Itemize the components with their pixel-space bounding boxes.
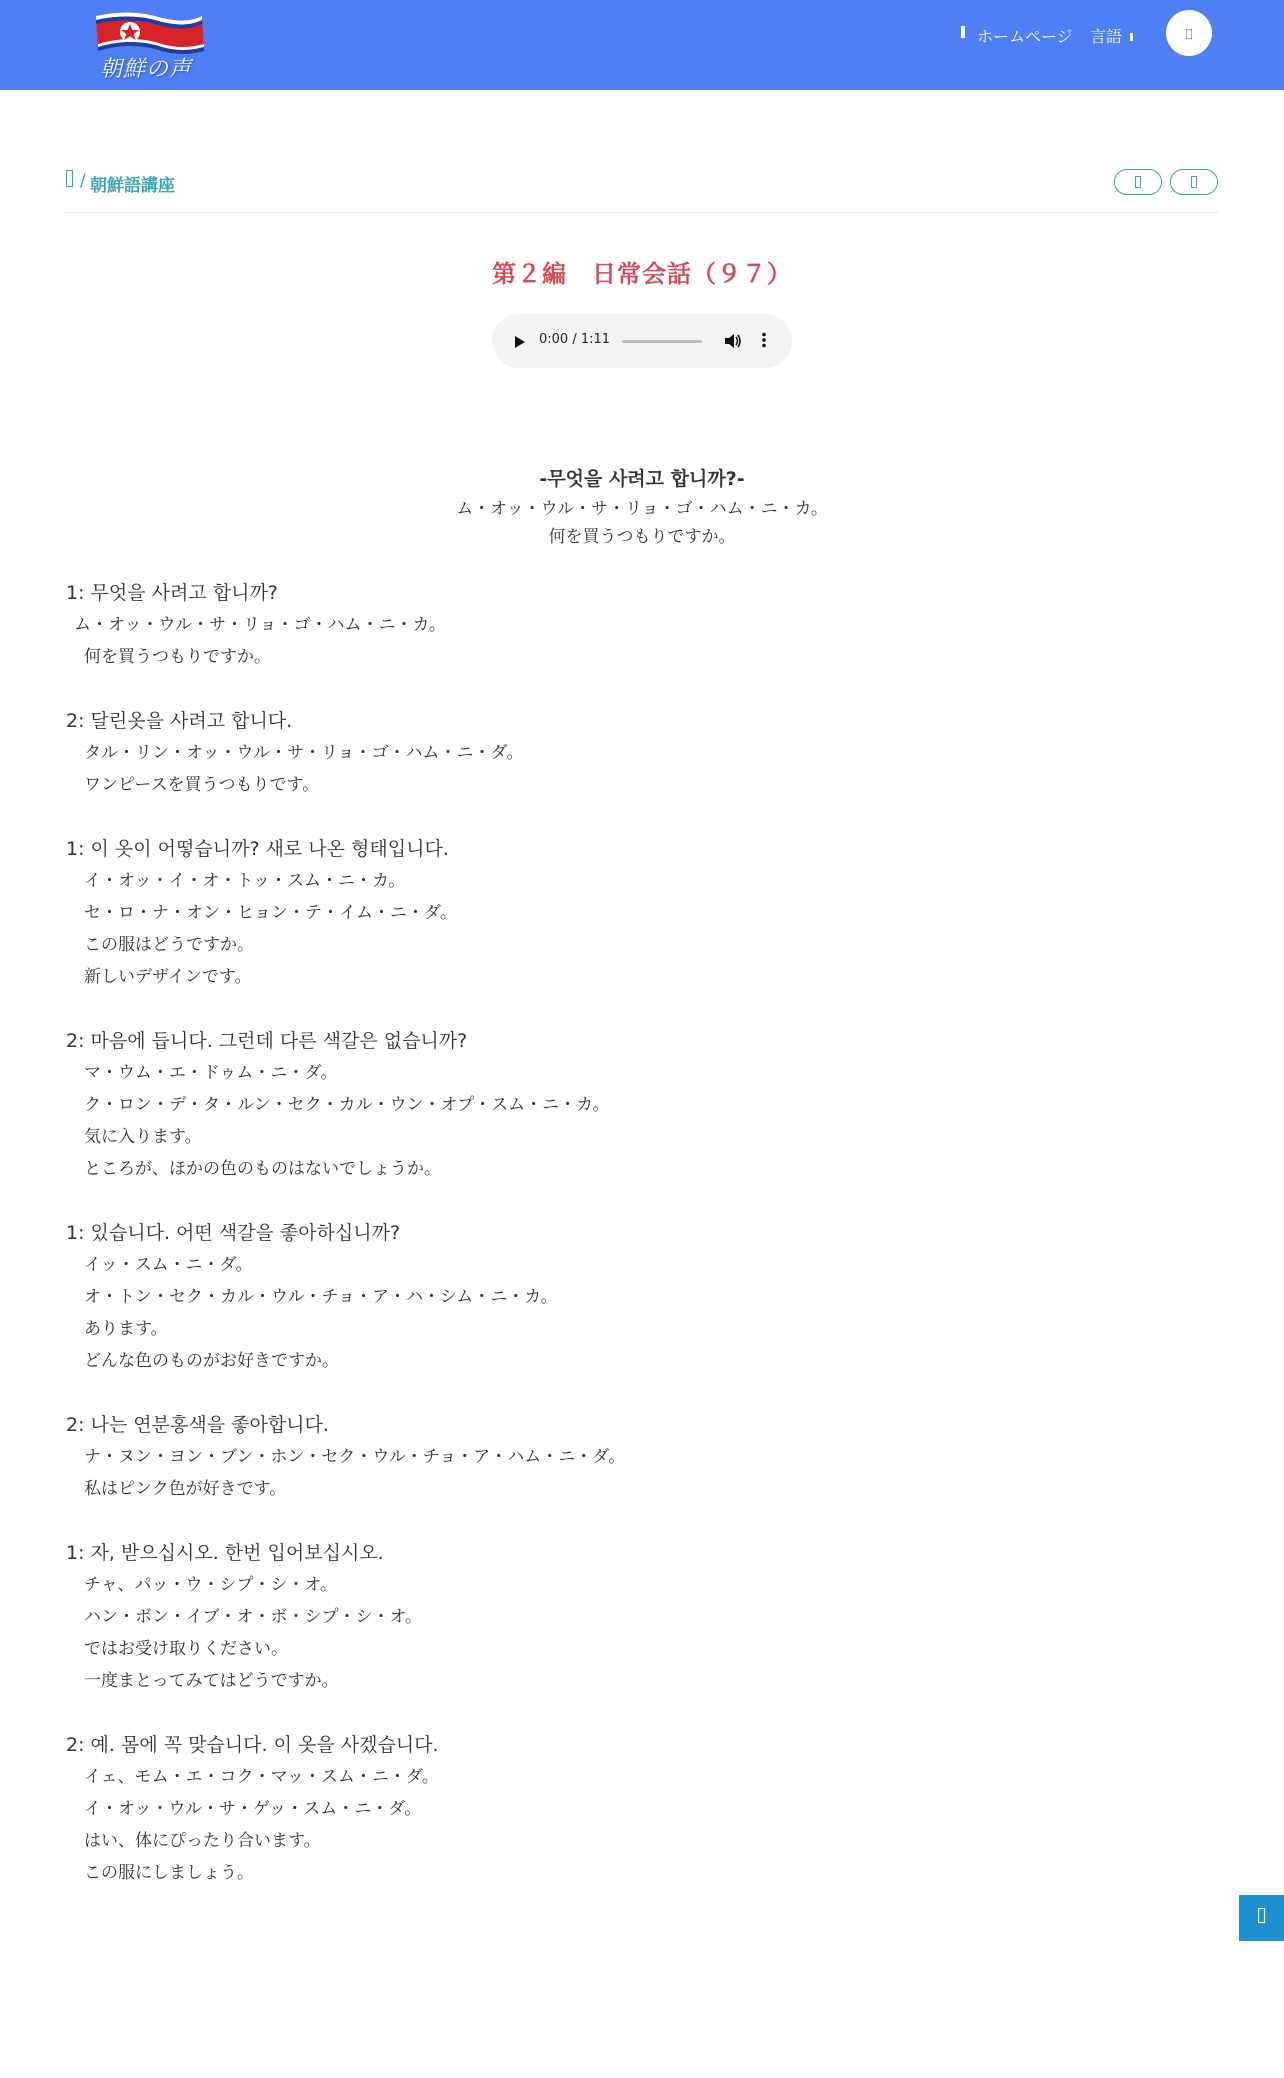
dialogue-reading: ム・オッ・ウル・サ・リョ・ゴ・ハム・ニ・カ。 bbox=[74, 615, 446, 635]
dialogue-reading: イェ、モム・エ・コク・マッ・スム・ニ・ダ。 bbox=[84, 1767, 439, 1787]
dialogue-meaning: ところが、ほかの色のものはないでしょうか。 bbox=[84, 1159, 441, 1179]
dialogue-line: 1: 자, 받으십시오. 한번 입어보십시오. bbox=[66, 1542, 384, 1564]
dialogue-reading: オ・トン・セク・カル・ウル・チョ・ア・ハ・シム・ニ・カ。 bbox=[84, 1287, 558, 1307]
dialogue-meaning: はい、体にぴったり合います。 bbox=[84, 1831, 321, 1851]
dialogue-meaning: ではお受け取りください。 bbox=[84, 1639, 288, 1659]
intro-reading: ム・オッ・ウル・サ・リョ・ゴ・ハム・ニ・カ。 bbox=[456, 499, 828, 519]
dialogue-reading: チャ、パッ・ウ・シプ・シ・オ。 bbox=[84, 1575, 337, 1595]
dialogue-meaning: あります。 bbox=[84, 1319, 168, 1339]
chevron-left-icon bbox=[1135, 173, 1141, 192]
dialogue-meaning: ワンピースを買うつもりです。 bbox=[84, 775, 320, 795]
dialogue-line: 1: 무엇을 사려고 합니까? bbox=[66, 582, 278, 604]
home-icon bbox=[958, 26, 968, 42]
dialogue-line: 1: 이 옷이 어떻습니까? 새로 나온 형태입니다. bbox=[66, 838, 449, 860]
chevron-right-icon bbox=[1191, 173, 1197, 192]
dialogue-meaning: この服はどうですか。 bbox=[84, 935, 254, 955]
dialogue-meaning: この服にしましょう。 bbox=[84, 1863, 254, 1883]
breadcrumb-separator: / bbox=[80, 171, 86, 191]
logo-text: 朝鮮の声 bbox=[100, 57, 193, 82]
dialogue-line: 1: 있습니다. 어떤 색갈을 좋아하십니까? bbox=[66, 1222, 401, 1244]
volume-icon[interactable] bbox=[724, 333, 742, 353]
search-icon bbox=[1186, 24, 1192, 43]
dialogue-reading: タル・リン・オッ・ウル・サ・リョ・ゴ・ハム・ニ・ダ。 bbox=[84, 743, 524, 763]
dialogue-meaning: 気に入ります。 bbox=[84, 1127, 202, 1147]
prev-article-button[interactable] bbox=[1114, 169, 1162, 195]
dialogue-reading: イッ・スム・ニ・ダ。 bbox=[84, 1255, 253, 1275]
next-article-button[interactable] bbox=[1170, 169, 1218, 195]
dialogue-reading: イ・オッ・イ・オ・トッ・スム・ニ・カ。 bbox=[84, 871, 406, 891]
site-header bbox=[0, 0, 1284, 90]
dialogue-reading: ナ・ヌン・ヨン・ブン・ホン・セク・ウル・チョ・ア・ハム・ニ・ダ。 bbox=[84, 1447, 626, 1467]
play-icon[interactable] bbox=[514, 334, 526, 353]
audio-player[interactable] bbox=[492, 314, 792, 368]
nav-home[interactable]: ホームページ bbox=[977, 27, 1073, 46]
dialogue-reading: ハン・ボン・イブ・オ・ボ・シプ・シ・オ。 bbox=[84, 1607, 422, 1627]
dialogue-line: 2: 달린옷을 사려고 합니다. bbox=[66, 710, 293, 732]
dialogue-reading: イ・オッ・ウル・サ・ゲッ・スム・ニ・ダ。 bbox=[84, 1799, 422, 1819]
divider bbox=[64, 212, 1218, 213]
dialogue-reading: ク・ロン・デ・タ・ルン・セク・カル・ウン・オプ・スム・ニ・カ。 bbox=[84, 1095, 610, 1115]
site-logo[interactable] bbox=[92, 10, 212, 82]
search-button[interactable] bbox=[1166, 10, 1212, 56]
dialogue-line: 2: 나는 연분홍색을 좋아합니다. bbox=[66, 1414, 329, 1436]
intro-meaning: 何を買うつもりですか。 bbox=[548, 527, 736, 547]
audio-progress-slider[interactable] bbox=[622, 340, 702, 343]
chevron-left-icon bbox=[1258, 1908, 1266, 1928]
breadcrumb-current[interactable]: 朝鮮語講座 bbox=[90, 176, 175, 196]
dialogue-meaning: 一度まとってみてはどうですか。 bbox=[84, 1671, 339, 1691]
dialogue-meaning: どんな色のものがお好きですか。 bbox=[84, 1351, 339, 1371]
dialogue-line: 2: 예. 몸에 꼭 맞습니다. 이 옷을 사겠습니다. bbox=[66, 1734, 439, 1756]
dialogue-meaning: 新しいデザインです。 bbox=[84, 967, 252, 987]
dialogue-line: 2: 마음에 듭니다. 그런데 다른 색갈은 없습니까? bbox=[66, 1030, 468, 1052]
dialogue-reading: マ・ウム・エ・ドゥム・ニ・ダ。 bbox=[84, 1063, 338, 1083]
audio-time: 0:00 / 1:11 bbox=[539, 332, 611, 347]
page-title: 第２編 日常会話（９７） bbox=[492, 260, 792, 288]
home-icon[interactable] bbox=[66, 170, 74, 193]
nav-language[interactable]: 言語 bbox=[1090, 27, 1123, 46]
dialogue-meaning: 私はピンク色が好きです。 bbox=[84, 1479, 287, 1499]
side-panel-toggle[interactable] bbox=[1239, 1895, 1284, 1941]
more-options-icon[interactable] bbox=[762, 332, 766, 352]
dialogue-reading: セ・ロ・ナ・オン・ヒョン・テ・イム・ニ・ダ。 bbox=[84, 903, 457, 923]
dialogue-meaning: 何を買うつもりですか。 bbox=[84, 647, 271, 667]
intro-korean: -무엇을 사려고 합니까?- bbox=[539, 468, 745, 490]
chevron-down-icon bbox=[1129, 30, 1135, 45]
